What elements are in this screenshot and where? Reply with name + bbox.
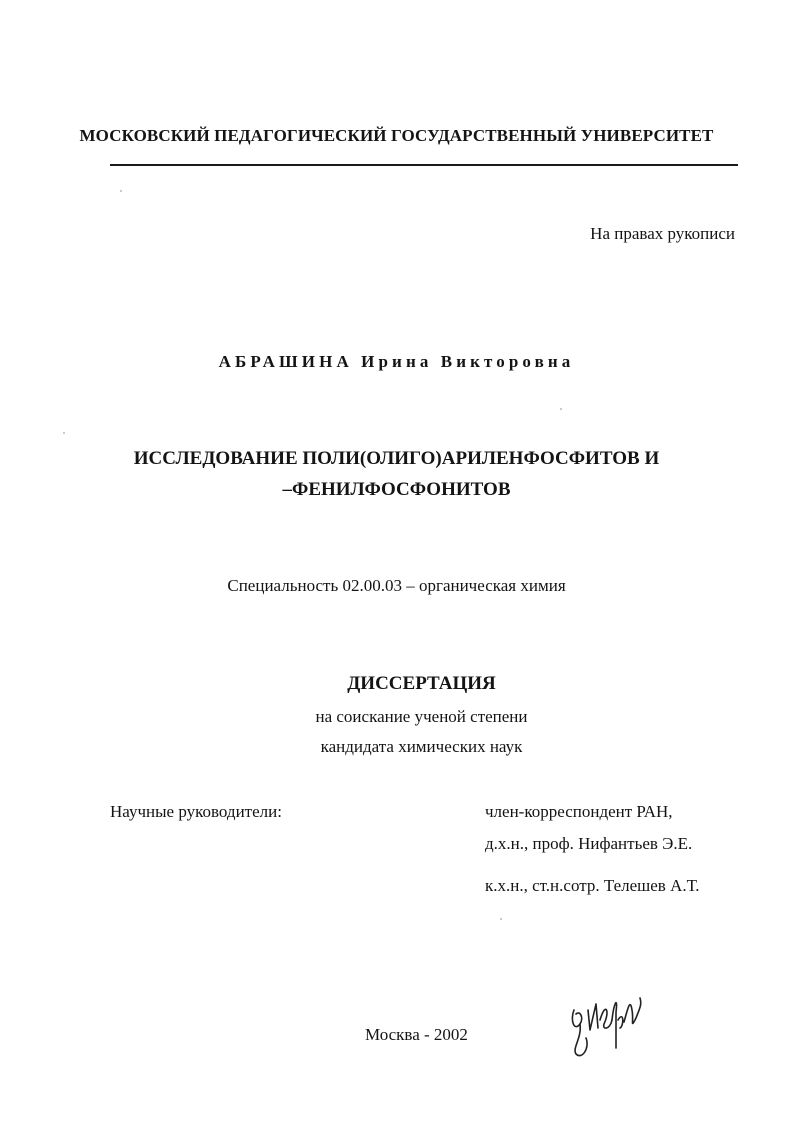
scan-speck [120, 190, 122, 192]
degree-line-1: на соискание ученой степени [315, 707, 528, 726]
university-name: МОСКОВСКИЙ ПЕДАГОГИЧЕСКИЙ ГОСУДАРСТВЕННЫЙ УНИВЕРСИТЕТ [79, 126, 714, 145]
scan-speck [560, 408, 562, 410]
supervisor-line-2: д.х.н., проф. Нифантьев Э.Е. [485, 834, 693, 853]
city-year: Москва - 2002 [365, 1025, 468, 1044]
scan-speck [500, 918, 502, 920]
header-divider [110, 164, 738, 166]
supervisor-line-3: к.х.н., ст.н.сотр. Телешев А.Т. [485, 876, 700, 895]
specialty: Специальность 02.00.03 – органическая химия [227, 576, 566, 595]
thesis-title-line-1: ИССЛЕДОВАНИЕ ПОЛИ(ОЛИГО)АРИЛЕНФОСФИТОВ И [133, 448, 660, 469]
author-name: АБРАШИНА Ирина Викторовна [218, 352, 575, 371]
degree-line-2: кандидата химических наук [320, 737, 523, 756]
supervisors-label: Научные руководители: [110, 802, 282, 821]
handwritten-signature [566, 990, 646, 1070]
rights-note: На правах рукописи [590, 224, 735, 243]
scan-speck [63, 432, 65, 434]
supervisor-line-1: член-корреспондент РАН, [485, 802, 673, 821]
thesis-title-line-2: –ФЕНИЛФОСФОНИТОВ [282, 479, 511, 500]
dissertation-heading: ДИССЕРТАЦИЯ [347, 673, 496, 694]
